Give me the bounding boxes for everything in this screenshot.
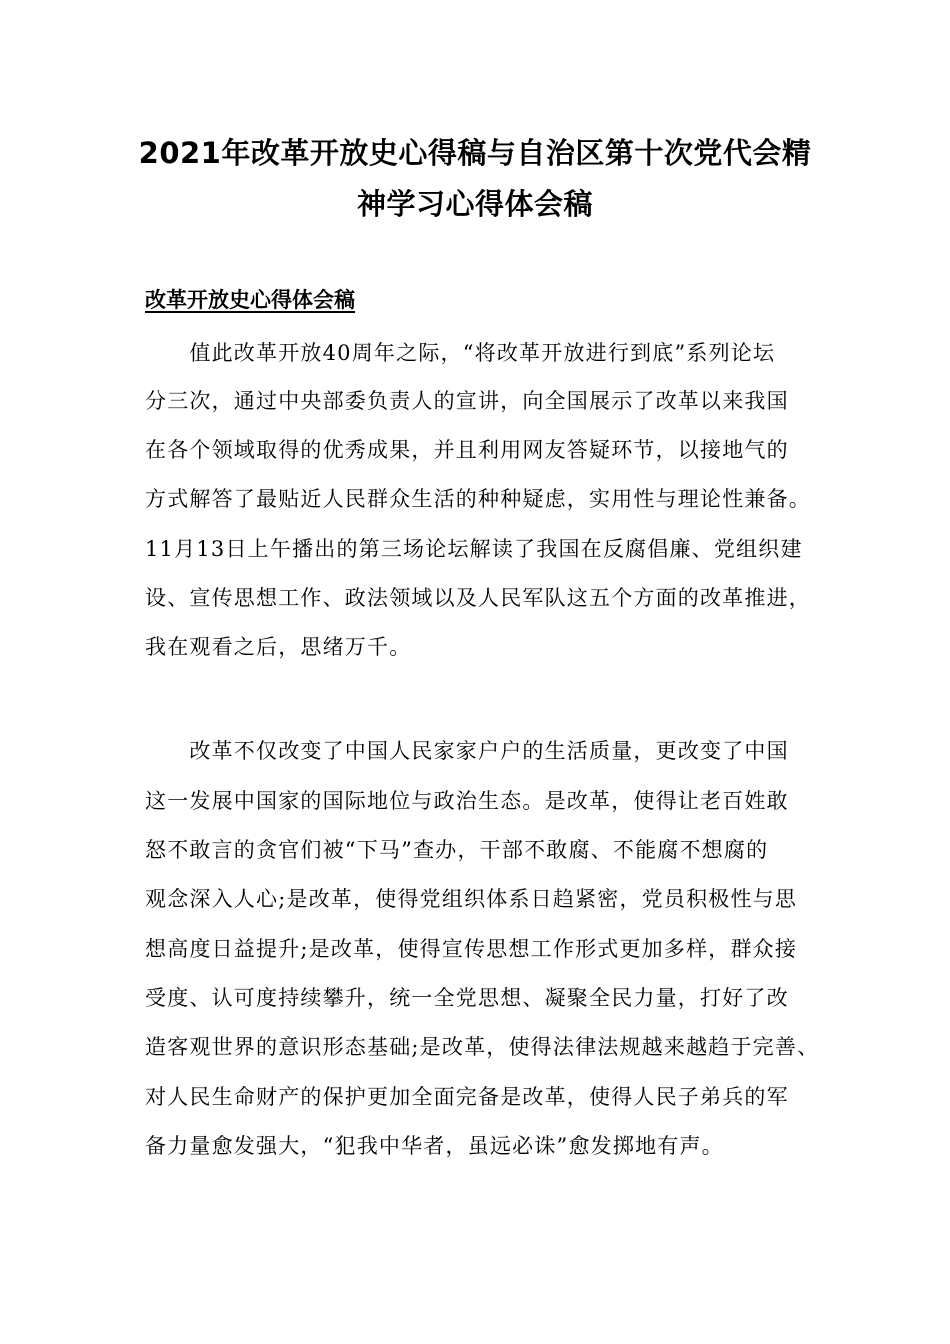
section-heading: 改革开放史心得体会稿 (145, 288, 355, 312)
paragraph-2-line: 想高度日益提升;是改革，使得宣传思想工作形式更加多样，群众接 (145, 937, 798, 961)
paragraph-1-line: 值此改革开放40周年之际，“将改革开放进行到底”系列论坛 (145, 341, 776, 365)
paragraph-2-line: 这一发展中国家的国际地位与政治生态。是改革，使得让老百姓敢 (145, 789, 789, 813)
paragraph-2-line: 造客观世界的意识形态基础;是改革，使得法律法规越来越趋于完善、 (145, 1035, 820, 1059)
document-title-line-2: 神学习心得体会稿 (356, 187, 593, 221)
document-title-line-1: 2021年改革开放史心得稿与自治区第十次党代会精 (138, 136, 812, 170)
paragraph-2-line: 对人民生命财产的保护更加全面完备是改革，使得人民子弟兵的军 (145, 1085, 789, 1109)
paragraph-2-line: 观念深入人心;是改革，使得党组织体系日趋紧密，党员积极性与思 (145, 887, 798, 911)
paragraph-2-line: 备力量愈发强大，“犯我中华者，虽远必诛”愈发掷地有声。 (145, 1134, 724, 1158)
paragraph-2-line: 改革不仅改变了中国人民家家户户的生活质量，更改变了中国 (145, 739, 789, 763)
paragraph-1-line: 在各个领域取得的优秀成果，并且利用网友答疑环节，以接地气的 (145, 438, 789, 462)
paragraph-2-line: 受度、认可度持续攀升，统一全党思想、凝聚全民力量，打好了改 (145, 986, 789, 1010)
paragraph-2-line: 怒不敢言的贪官们被“下马”查办，干部不敢腐、不能腐不想腐的 (145, 838, 769, 862)
paragraph-1-line: 我在观看之后，思绪万千。 (145, 635, 412, 659)
paragraph-1-line: 方式解答了最贴近人民群众生活的种种疑虑，实用性与理论性兼备。 (145, 487, 811, 511)
paragraph-1-line: 11月13日上午播出的第三场论坛解读了我国在反腐倡廉、党组织建 (145, 537, 803, 561)
paragraph-1-line: 分三次，通过中央部委负责人的宣讲，向全国展示了改革以来我国 (145, 389, 789, 413)
paragraph-1-line: 设、宣传思想工作、政法领域以及人民军队这五个方面的改革推进， (145, 586, 811, 610)
